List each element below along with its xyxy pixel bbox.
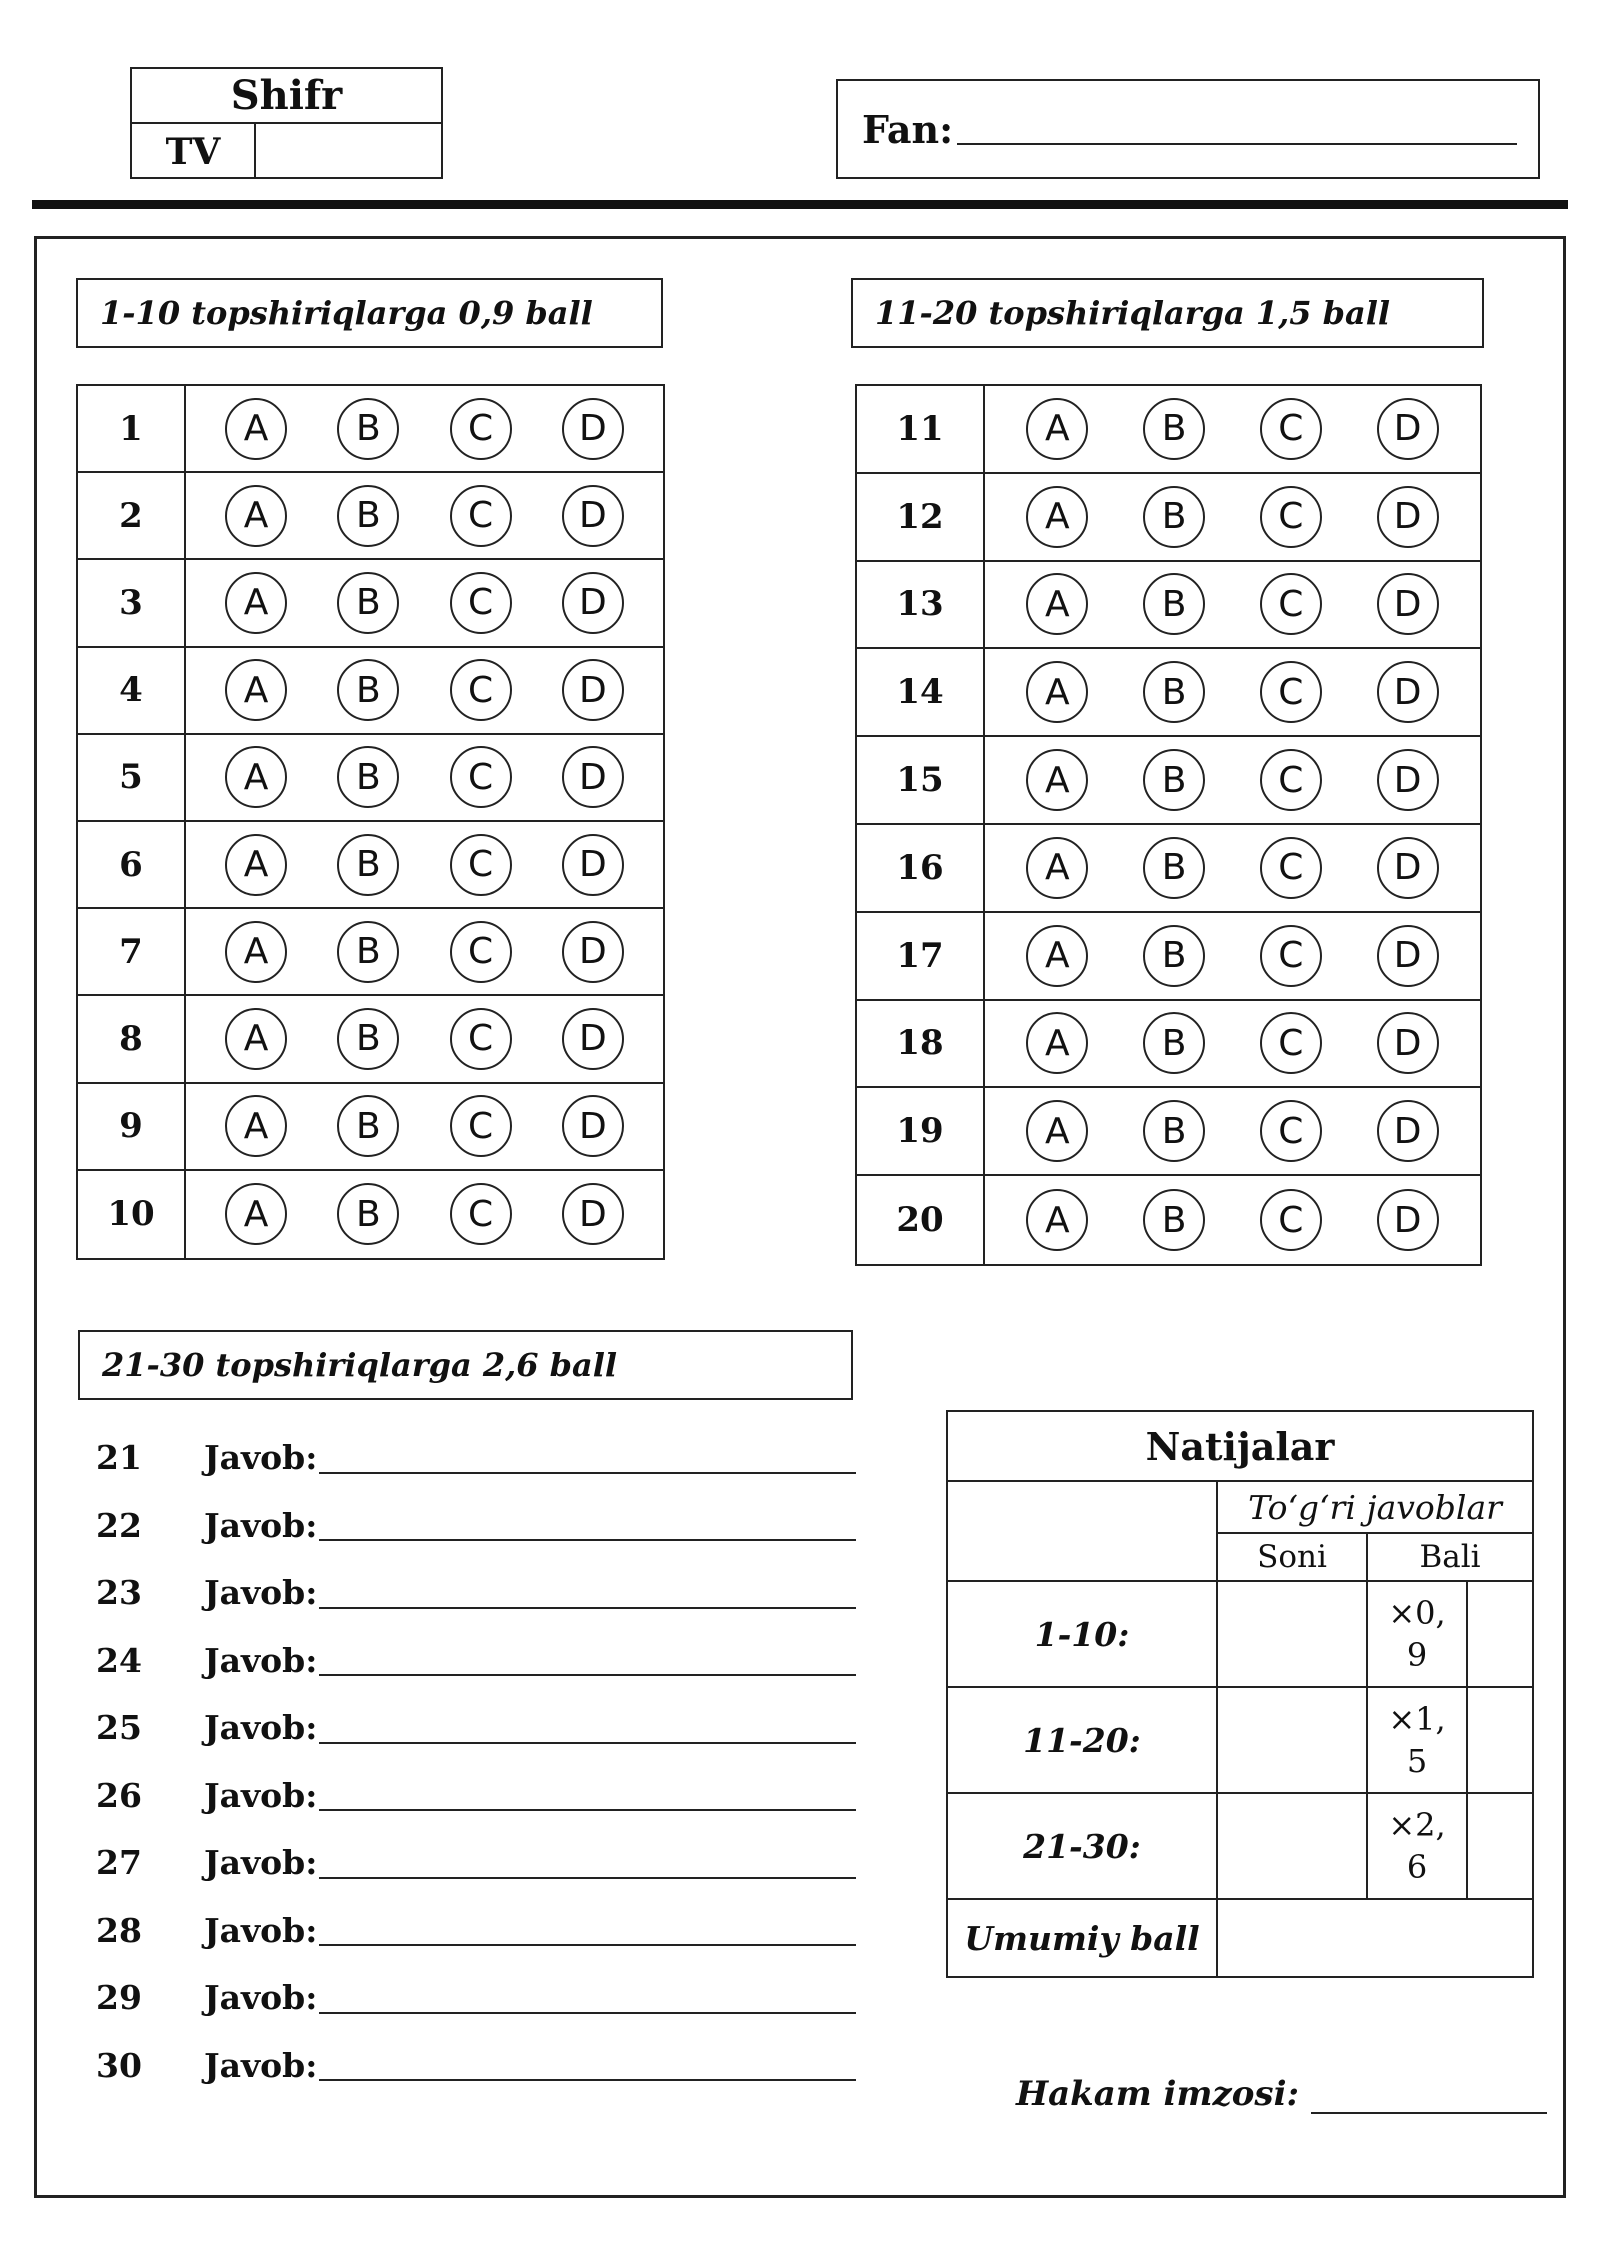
answer-options	[985, 1176, 1480, 1264]
answer-bubble-a[interactable]: A	[225, 398, 287, 460]
part2-bubble-table	[855, 384, 1482, 1266]
question-number: 13	[857, 562, 985, 648]
answer-bubble-d[interactable]: D	[1377, 1012, 1439, 1074]
question-number: 4	[78, 648, 186, 733]
answer-bubble-d[interactable]: D	[1377, 661, 1439, 723]
answer-bubble-a[interactable]: A	[1026, 925, 1088, 987]
question-row	[78, 386, 663, 473]
question-number: 26	[96, 1775, 142, 1815]
answer-bubble-a[interactable]: A	[225, 485, 287, 547]
question-row	[857, 1088, 1480, 1176]
question-number: 7	[78, 909, 186, 994]
question-number: 29	[96, 1978, 142, 2018]
result-score-field[interactable]	[1467, 1687, 1533, 1793]
results-title: Natijalar	[947, 1411, 1533, 1481]
answer-field[interactable]	[319, 1577, 856, 1609]
question-row	[78, 1084, 663, 1171]
answer-bubble-a[interactable]: A	[225, 1095, 287, 1157]
answer-bubble-c[interactable]: C	[450, 921, 512, 983]
answer-bubble-a[interactable]: A	[225, 1008, 287, 1070]
answer-field[interactable]	[319, 1644, 856, 1676]
multiplier-part: ×1,	[1388, 1700, 1446, 1738]
answer-bubble-c[interactable]: C	[450, 659, 512, 721]
part2-label: 11-20 topshiriqlarga 1,5 ball	[851, 278, 1484, 348]
answer-bubble-c[interactable]: C	[450, 746, 512, 808]
written-answer-row	[96, 1829, 856, 1897]
answer-field[interactable]	[319, 1509, 856, 1541]
written-answer-row	[96, 2032, 856, 2100]
written-answer-row	[96, 1627, 856, 1695]
answer-options	[985, 562, 1480, 648]
answer-bubble-b[interactable]: B	[1143, 573, 1205, 635]
question-number: 18	[857, 1001, 985, 1087]
answer-bubble-b[interactable]: B	[1143, 925, 1205, 987]
answer-bubble-b[interactable]: B	[337, 659, 399, 721]
multiplier-part: ×0,	[1388, 1594, 1446, 1632]
tv-label: TV	[132, 124, 256, 179]
answer-bubble-d[interactable]: D	[562, 1095, 624, 1157]
part1-label: 1-10 topshiriqlarga 0,9 ball	[76, 278, 663, 348]
answer-bubble-c[interactable]: C	[1260, 573, 1322, 635]
question-row	[857, 913, 1480, 1001]
answer-field[interactable]	[319, 2049, 856, 2081]
answer-bubble-a[interactable]: A	[1026, 1189, 1088, 1251]
shifr-title: Shifr	[132, 69, 441, 124]
answer-bubble-b[interactable]: B	[1143, 749, 1205, 811]
answer-bubble-a[interactable]: A	[1026, 398, 1088, 460]
answer-bubble-b[interactable]: B	[1143, 1189, 1205, 1251]
fan-field[interactable]	[957, 113, 1517, 145]
multiplier-part: 6	[1406, 1848, 1428, 1886]
question-row	[78, 648, 663, 735]
answer-bubble-c[interactable]: C	[450, 572, 512, 634]
answer-bubble-c[interactable]: C	[1260, 925, 1322, 987]
multiplier-part: 5	[1406, 1742, 1428, 1780]
answer-bubble-d[interactable]: D	[562, 1008, 624, 1070]
written-answer-row	[96, 1694, 856, 1762]
answer-label: Javob:	[204, 1910, 318, 1950]
answer-options	[985, 1088, 1480, 1174]
question-number: 12	[857, 474, 985, 560]
answer-bubble-c[interactable]: C	[1260, 837, 1322, 899]
answer-options	[186, 386, 663, 471]
question-row	[78, 1171, 663, 1258]
score-header: Bali	[1367, 1533, 1533, 1581]
answer-bubble-c[interactable]: C	[450, 834, 512, 896]
answer-field[interactable]	[319, 1779, 856, 1811]
answer-options	[985, 913, 1480, 999]
answer-bubble-d[interactable]: D	[1377, 398, 1439, 460]
answer-bubble-c[interactable]: C	[450, 1183, 512, 1245]
question-number: 19	[857, 1088, 985, 1174]
question-number: 5	[78, 735, 186, 820]
answer-bubble-a[interactable]: A	[225, 572, 287, 634]
answer-bubble-d[interactable]: D	[562, 746, 624, 808]
question-row	[857, 649, 1480, 737]
answer-options	[186, 648, 663, 733]
answer-bubble-d[interactable]: D	[1377, 749, 1439, 811]
shifr-row	[132, 124, 441, 179]
answer-bubble-b[interactable]: B	[1143, 661, 1205, 723]
answer-bubble-b[interactable]: B	[1143, 1012, 1205, 1074]
answer-bubble-d[interactable]: D	[1377, 1189, 1439, 1251]
answer-bubble-a[interactable]: A	[225, 746, 287, 808]
question-number: 6	[78, 822, 186, 907]
answer-label: Javob:	[204, 1843, 318, 1883]
multiplier-part: 9	[1406, 1636, 1428, 1674]
question-row	[857, 474, 1480, 562]
question-row	[78, 909, 663, 996]
answer-bubble-b[interactable]: B	[337, 746, 399, 808]
answer-bubble-a[interactable]: A	[1026, 1100, 1088, 1162]
question-number: 22	[96, 1505, 142, 1545]
answer-field[interactable]	[319, 1847, 856, 1879]
header-rule	[32, 200, 1568, 209]
answer-bubble-c[interactable]: C	[1260, 1189, 1322, 1251]
signature-block	[1016, 2074, 1547, 2114]
answer-bubble-c[interactable]: C	[1260, 1100, 1322, 1162]
answer-options	[186, 996, 663, 1081]
answer-options	[186, 1171, 663, 1258]
part3-answers	[96, 1424, 856, 2099]
question-number: 28	[96, 1910, 142, 1950]
result-multiplier	[1367, 1581, 1467, 1687]
answer-label: Javob:	[204, 2045, 318, 2085]
answer-options	[985, 1001, 1480, 1087]
fan-label: Fan:	[862, 106, 954, 152]
answer-bubble-b[interactable]: B	[337, 485, 399, 547]
answer-bubble-b[interactable]: B	[337, 921, 399, 983]
answer-bubble-d[interactable]: D	[562, 834, 624, 896]
answer-bubble-c[interactable]: C	[450, 1008, 512, 1070]
question-number: 3	[78, 560, 186, 645]
question-number: 25	[96, 1708, 142, 1748]
answer-bubble-b[interactable]: B	[1143, 486, 1205, 548]
answer-bubble-b[interactable]: B	[1143, 837, 1205, 899]
results-corner	[947, 1481, 1217, 1581]
answer-bubble-d[interactable]: D	[562, 921, 624, 983]
answer-bubble-d[interactable]: D	[1377, 486, 1439, 548]
answer-bubble-c[interactable]: C	[1260, 661, 1322, 723]
question-row	[857, 1001, 1480, 1089]
answer-field[interactable]	[319, 1914, 856, 1946]
result-score-field[interactable]	[1467, 1793, 1533, 1899]
answer-bubble-b[interactable]: B	[337, 1095, 399, 1157]
answer-bubble-d[interactable]: D	[562, 659, 624, 721]
answer-bubble-b[interactable]: B	[337, 1008, 399, 1070]
answer-bubble-b[interactable]: B	[337, 572, 399, 634]
result-count-field[interactable]	[1217, 1793, 1367, 1899]
question-number: 9	[78, 1084, 186, 1169]
answer-options	[186, 473, 663, 558]
written-answer-row	[96, 1964, 856, 2032]
question-number: 27	[96, 1843, 142, 1883]
question-number: 20	[857, 1176, 985, 1264]
question-number: 11	[857, 386, 985, 472]
answer-bubble-c[interactable]: C	[1260, 398, 1322, 460]
signature-label: Hakam imzosi:	[1016, 2074, 1300, 2114]
fan-box	[836, 79, 1540, 179]
answer-field[interactable]	[319, 1712, 856, 1744]
answer-bubble-a[interactable]: A	[225, 659, 287, 721]
answer-bubble-b[interactable]: B	[1143, 398, 1205, 460]
answer-field[interactable]	[319, 1982, 856, 2014]
shifr-box	[130, 67, 443, 179]
question-number: 24	[96, 1640, 142, 1680]
part3-label: 21-30 topshiriqlarga 2,6 ball	[78, 1330, 853, 1400]
question-number: 17	[857, 913, 985, 999]
answer-bubble-c[interactable]: C	[450, 398, 512, 460]
question-number: 21	[96, 1438, 142, 1478]
question-number: 30	[96, 2045, 142, 2085]
question-row	[78, 560, 663, 647]
result-count-field[interactable]	[1217, 1581, 1367, 1687]
part1-bubble-table	[76, 384, 665, 1260]
question-number: 10	[78, 1171, 186, 1258]
written-answer-row	[96, 1559, 856, 1627]
question-number: 15	[857, 737, 985, 823]
result-row-label: 1-10:	[947, 1581, 1217, 1687]
answer-options	[985, 825, 1480, 911]
answer-bubble-c[interactable]: C	[1260, 1012, 1322, 1074]
answer-bubble-a[interactable]: A	[225, 834, 287, 896]
question-number: 16	[857, 825, 985, 911]
answer-options	[985, 649, 1480, 735]
answer-label: Javob:	[204, 1708, 318, 1748]
answer-label: Javob:	[204, 1640, 318, 1680]
question-row	[78, 996, 663, 1083]
question-row	[857, 386, 1480, 474]
answer-options	[985, 737, 1480, 823]
answer-bubble-a[interactable]: A	[1026, 749, 1088, 811]
written-answer-row	[96, 1424, 856, 1492]
answer-label: Javob:	[204, 1978, 318, 2018]
result-row-label: 11-20:	[947, 1687, 1217, 1793]
result-count-field[interactable]	[1217, 1687, 1367, 1793]
answer-label: Javob:	[204, 1573, 318, 1613]
answer-field[interactable]	[319, 1442, 856, 1474]
result-row-label: 21-30:	[947, 1793, 1217, 1899]
answer-bubble-a[interactable]: A	[1026, 486, 1088, 548]
question-number: 8	[78, 996, 186, 1081]
total-score-field[interactable]	[1217, 1899, 1533, 1977]
answer-bubble-c[interactable]: C	[450, 485, 512, 547]
question-row	[857, 825, 1480, 913]
result-score-field[interactable]	[1467, 1581, 1533, 1687]
answer-bubble-a[interactable]: A	[225, 921, 287, 983]
answer-bubble-d[interactable]: D	[1377, 925, 1439, 987]
question-row	[857, 737, 1480, 825]
answer-label: Javob:	[204, 1438, 318, 1478]
tv-value-field[interactable]	[256, 124, 441, 179]
question-number: 1	[78, 386, 186, 471]
answer-bubble-c[interactable]: C	[1260, 486, 1322, 548]
multiplier-part: ×2,	[1388, 1806, 1446, 1844]
question-row	[78, 735, 663, 822]
answer-options	[985, 474, 1480, 560]
answer-bubble-a[interactable]: A	[1026, 1012, 1088, 1074]
answer-bubble-a[interactable]: A	[1026, 837, 1088, 899]
question-row	[857, 562, 1480, 650]
answer-bubble-a[interactable]: A	[225, 1183, 287, 1245]
answer-options	[985, 386, 1480, 472]
answer-bubble-d[interactable]: D	[562, 485, 624, 547]
question-number: 23	[96, 1573, 142, 1613]
question-number: 2	[78, 473, 186, 558]
answer-bubble-d[interactable]: D	[562, 1183, 624, 1245]
question-row	[857, 1176, 1480, 1264]
answer-bubble-b[interactable]: B	[337, 834, 399, 896]
answer-bubble-a[interactable]: A	[1026, 661, 1088, 723]
question-row	[78, 822, 663, 909]
count-header: Soni	[1217, 1533, 1367, 1581]
correct-answers-header: To‘g‘ri javoblar	[1217, 1481, 1533, 1533]
answer-label: Javob:	[204, 1505, 318, 1545]
answer-options	[186, 909, 663, 994]
written-answer-row	[96, 1492, 856, 1560]
answer-bubble-c[interactable]: C	[450, 1095, 512, 1157]
result-multiplier	[1367, 1687, 1467, 1793]
answer-bubble-d[interactable]: D	[1377, 837, 1439, 899]
answer-bubble-c[interactable]: C	[1260, 749, 1322, 811]
question-row	[78, 473, 663, 560]
answer-options	[186, 735, 663, 820]
answer-bubble-d[interactable]: D	[1377, 1100, 1439, 1162]
answer-bubble-a[interactable]: A	[1026, 573, 1088, 635]
answer-bubble-d[interactable]: D	[1377, 573, 1439, 635]
answer-bubble-b[interactable]: B	[1143, 1100, 1205, 1162]
written-answer-row	[96, 1762, 856, 1830]
answer-bubble-b[interactable]: B	[337, 398, 399, 460]
total-score-label: Umumiy ball	[947, 1899, 1217, 1977]
question-number: 14	[857, 649, 985, 735]
answer-label: Javob:	[204, 1775, 318, 1815]
answer-options	[186, 1084, 663, 1169]
answer-options	[186, 560, 663, 645]
answer-bubble-b[interactable]: B	[337, 1183, 399, 1245]
answer-bubble-d[interactable]: D	[562, 398, 624, 460]
answer-options	[186, 822, 663, 907]
results-table	[946, 1410, 1534, 1978]
written-answer-row	[96, 1897, 856, 1965]
result-multiplier	[1367, 1793, 1467, 1899]
answer-bubble-d[interactable]: D	[562, 572, 624, 634]
signature-field[interactable]	[1311, 2078, 1547, 2114]
